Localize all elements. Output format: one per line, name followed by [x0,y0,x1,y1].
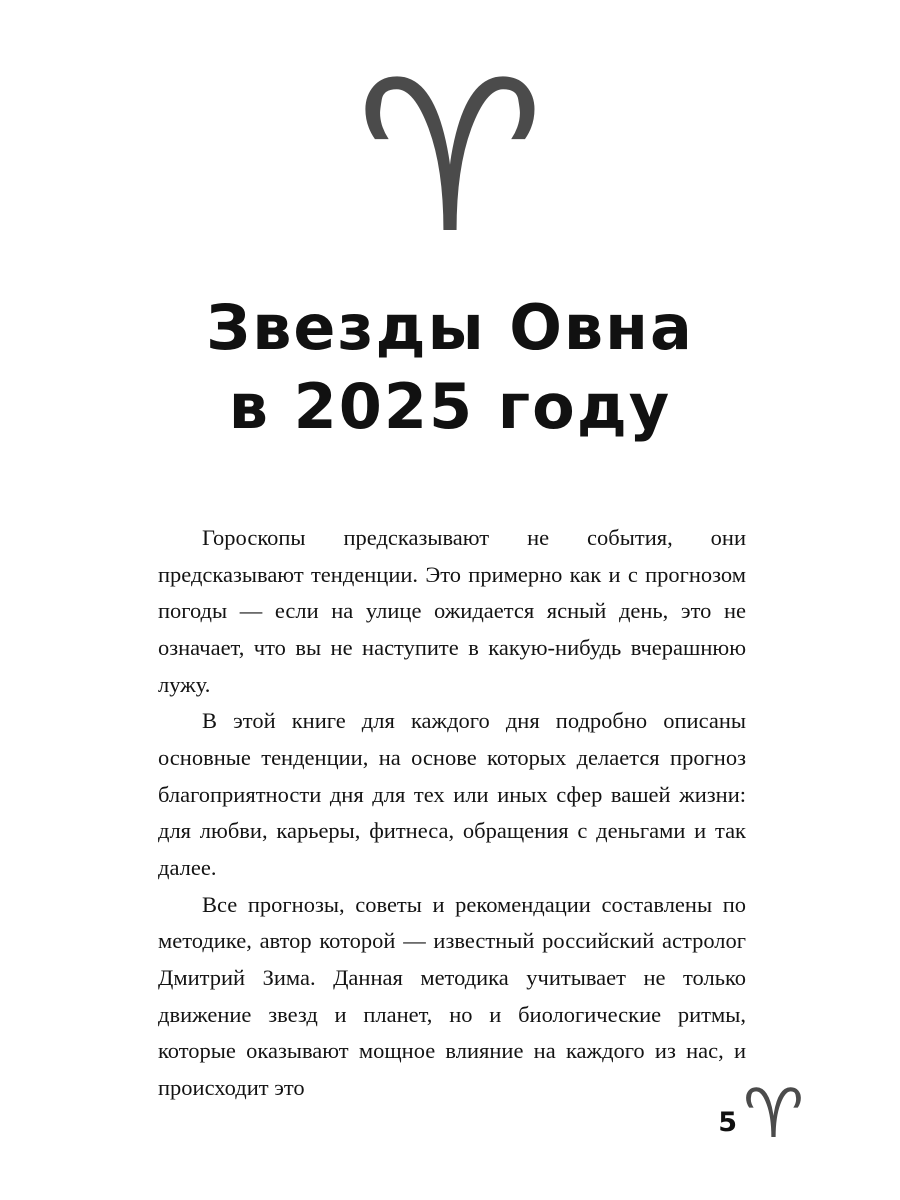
page-footer [718,1074,804,1154]
aries-symbol-header [0,35,900,280]
paragraph-2: В этой книге для каждого дня подробно описаны основные тенденции, на основе которых делается прогноз благоприятности дня для тех или иных сфер вашей жизни: для любви, карьеры, фитнеса, обращения с деньгами и так далее. [158,708,746,881]
aries-icon: ♈ [355,35,545,280]
page-title-line-1: Звезды Овна [206,291,694,364]
paragraph-3: Все прогнозы, советы и рекомендации составлены по методике, автор которой — известный российский астролог Дмитрий Зима. Данная методика учитывает не только движение звезд и планет, но и биологические ритмы, которые оказывают мощное влияние на каждого из нас, и происходит это [158,891,746,1101]
page-number: 5 [718,1107,738,1138]
page-title-line-2: в 2025 году [228,370,672,444]
body-text [158,520,746,1107]
aries-icon-footer: ♈ [743,1074,804,1154]
page-title [0,288,900,447]
paragraph-1: Гороскопы предсказывают не события, они предсказывают тенденции. Это примерно как и с прогнозом погоды — если на улице ожидается ясный день, это не означает, что вы не наступите в какую-нибудь вчерашнюю лужу. [158,525,746,697]
